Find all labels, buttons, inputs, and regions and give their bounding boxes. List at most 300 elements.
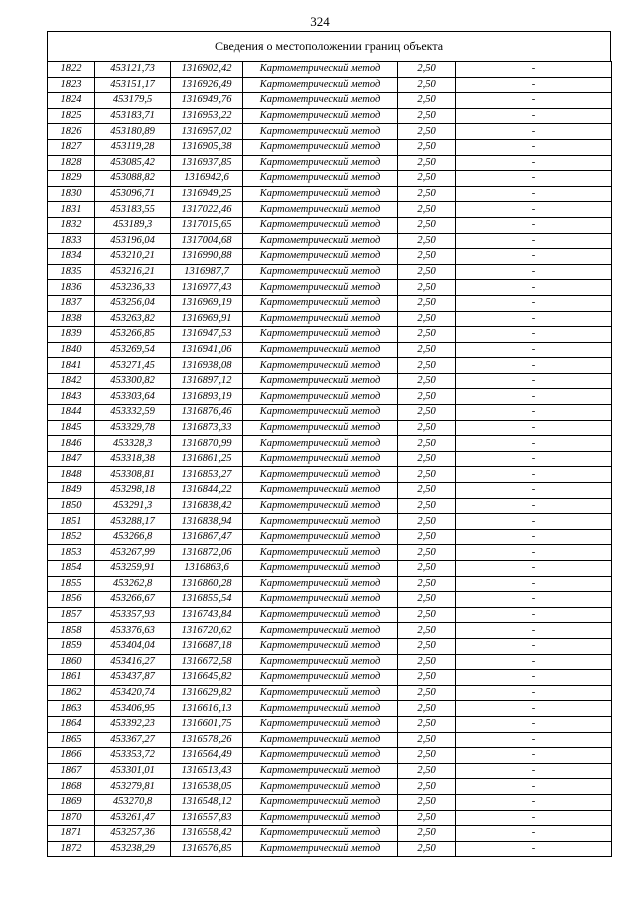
cell-description: - [456, 249, 612, 265]
cell-point-number: 1826 [48, 124, 95, 140]
cell-point-number: 1870 [48, 810, 95, 826]
cell-coord-x: 453196,04 [95, 233, 171, 249]
cell-point-number: 1848 [48, 467, 95, 483]
cell-coord-x: 453279,81 [95, 779, 171, 795]
table-row [48, 217, 612, 233]
cell-description: - [456, 311, 612, 327]
cell-method: Картометрический метод [243, 763, 398, 779]
cell-coord-y: 1316893,19 [171, 389, 243, 405]
cell-point-number: 1836 [48, 280, 95, 296]
cell-description: - [456, 171, 612, 187]
cell-accuracy: 2,50 [398, 841, 456, 857]
cell-accuracy: 2,50 [398, 436, 456, 452]
cell-description: - [456, 826, 612, 842]
table-row [48, 810, 612, 826]
table-row [48, 638, 612, 654]
table-row [48, 654, 612, 670]
cell-point-number: 1855 [48, 576, 95, 592]
cell-coord-y: 1316937,85 [171, 155, 243, 171]
cell-point-number: 1849 [48, 483, 95, 499]
cell-accuracy: 2,50 [398, 93, 456, 109]
table-row [48, 233, 612, 249]
cell-point-number: 1853 [48, 545, 95, 561]
cell-accuracy: 2,50 [398, 264, 456, 280]
cell-coord-x: 453416,27 [95, 654, 171, 670]
cell-coord-y: 1316987,7 [171, 264, 243, 280]
table-row [48, 186, 612, 202]
table-row [48, 748, 612, 764]
cell-coord-x: 453300,82 [95, 373, 171, 389]
cell-accuracy: 2,50 [398, 420, 456, 436]
cell-point-number: 1846 [48, 436, 95, 452]
cell-method: Картометрический метод [243, 217, 398, 233]
table-row [48, 794, 612, 810]
cell-coord-x: 453291,3 [95, 498, 171, 514]
cell-description: - [456, 202, 612, 218]
cell-description: - [456, 716, 612, 732]
cell-coord-y: 1316853,27 [171, 467, 243, 483]
cell-accuracy: 2,50 [398, 685, 456, 701]
cell-description: - [456, 77, 612, 93]
cell-coord-y: 1316645,82 [171, 670, 243, 686]
cell-accuracy: 2,50 [398, 826, 456, 842]
cell-coord-x: 453298,18 [95, 483, 171, 499]
cell-coord-x: 453263,82 [95, 311, 171, 327]
cell-method: Картометрический метод [243, 311, 398, 327]
cell-description: - [456, 295, 612, 311]
cell-description: - [456, 280, 612, 296]
cell-coord-y: 1317004,68 [171, 233, 243, 249]
cell-description: - [456, 654, 612, 670]
table-row [48, 420, 612, 436]
cell-coord-x: 453329,78 [95, 420, 171, 436]
cell-description: - [456, 451, 612, 467]
cell-coord-y: 1316601,75 [171, 716, 243, 732]
cell-coord-y: 1316949,76 [171, 93, 243, 109]
cell-description: - [456, 108, 612, 124]
cell-description: - [456, 186, 612, 202]
cell-method: Картометрический метод [243, 358, 398, 374]
cell-accuracy: 2,50 [398, 451, 456, 467]
cell-description: - [456, 810, 612, 826]
cell-description: - [456, 670, 612, 686]
cell-method: Картометрический метод [243, 498, 398, 514]
table-row [48, 327, 612, 343]
cell-method: Картометрический метод [243, 233, 398, 249]
cell-coord-x: 453266,85 [95, 327, 171, 343]
cell-point-number: 1839 [48, 327, 95, 343]
cell-accuracy: 2,50 [398, 155, 456, 171]
cell-coord-y: 1316969,91 [171, 311, 243, 327]
cell-coord-y: 1316687,18 [171, 638, 243, 654]
table-row [48, 311, 612, 327]
cell-coord-y: 1316838,42 [171, 498, 243, 514]
cell-coord-y: 1316926,49 [171, 77, 243, 93]
cell-method: Картометрический метод [243, 139, 398, 155]
cell-coord-x: 453151,17 [95, 77, 171, 93]
cell-description: - [456, 139, 612, 155]
cell-coord-y: 1316861,25 [171, 451, 243, 467]
cell-coord-y: 1317022,46 [171, 202, 243, 218]
cell-coord-x: 453406,95 [95, 701, 171, 717]
cell-method: Картометрический метод [243, 77, 398, 93]
cell-method: Картометрический метод [243, 295, 398, 311]
cell-accuracy: 2,50 [398, 171, 456, 187]
cell-description: - [456, 841, 612, 857]
table-row [48, 171, 612, 187]
cell-accuracy: 2,50 [398, 529, 456, 545]
cell-description: - [456, 373, 612, 389]
table-row [48, 841, 612, 857]
cell-point-number: 1837 [48, 295, 95, 311]
cell-description: - [456, 217, 612, 233]
cell-method: Картометрический метод [243, 249, 398, 265]
cell-coord-x: 453269,54 [95, 342, 171, 358]
cell-method: Картометрический метод [243, 654, 398, 670]
cell-method: Картометрический метод [243, 467, 398, 483]
cell-coord-y: 1316969,19 [171, 295, 243, 311]
cell-description: - [456, 576, 612, 592]
cell-coord-x: 453257,36 [95, 826, 171, 842]
cell-description: - [456, 483, 612, 499]
cell-coord-x: 453183,71 [95, 108, 171, 124]
cell-accuracy: 2,50 [398, 373, 456, 389]
cell-coord-x: 453332,59 [95, 405, 171, 421]
cell-coord-x: 453216,21 [95, 264, 171, 280]
cell-coord-y: 1316897,12 [171, 373, 243, 389]
cell-point-number: 1835 [48, 264, 95, 280]
cell-point-number: 1854 [48, 561, 95, 577]
cell-coord-y: 1316957,02 [171, 124, 243, 140]
cell-coord-y: 1316855,54 [171, 592, 243, 608]
cell-coord-y: 1316672,58 [171, 654, 243, 670]
cell-point-number: 1857 [48, 607, 95, 623]
cell-point-number: 1864 [48, 716, 95, 732]
cell-description: - [456, 701, 612, 717]
table-title: Сведения о местоположении границ объекта [47, 31, 611, 61]
cell-description: - [456, 233, 612, 249]
cell-coord-x: 453271,45 [95, 358, 171, 374]
cell-description: - [456, 732, 612, 748]
cell-coord-x: 453256,04 [95, 295, 171, 311]
cell-coord-x: 453437,87 [95, 670, 171, 686]
cell-point-number: 1850 [48, 498, 95, 514]
cell-accuracy: 2,50 [398, 202, 456, 218]
cell-point-number: 1831 [48, 202, 95, 218]
cell-point-number: 1865 [48, 732, 95, 748]
coordinates-table [47, 61, 612, 857]
cell-point-number: 1830 [48, 186, 95, 202]
cell-description: - [456, 358, 612, 374]
cell-method: Картометрический метод [243, 124, 398, 140]
cell-method: Картометрический метод [243, 545, 398, 561]
cell-point-number: 1858 [48, 623, 95, 639]
cell-point-number: 1834 [48, 249, 95, 265]
cell-coord-y: 1316838,94 [171, 514, 243, 530]
cell-accuracy: 2,50 [398, 514, 456, 530]
cell-point-number: 1856 [48, 592, 95, 608]
cell-coord-x: 453121,73 [95, 62, 171, 78]
cell-point-number: 1863 [48, 701, 95, 717]
cell-accuracy: 2,50 [398, 638, 456, 654]
page-number: 324 [310, 14, 330, 29]
cell-coord-x: 453392,23 [95, 716, 171, 732]
table-row [48, 436, 612, 452]
table-row [48, 139, 612, 155]
cell-point-number: 1823 [48, 77, 95, 93]
cell-description: - [456, 748, 612, 764]
cell-coord-x: 453238,29 [95, 841, 171, 857]
cell-accuracy: 2,50 [398, 77, 456, 93]
cell-accuracy: 2,50 [398, 592, 456, 608]
cell-coord-y: 1316977,43 [171, 280, 243, 296]
cell-point-number: 1861 [48, 670, 95, 686]
cell-method: Картометрический метод [243, 794, 398, 810]
cell-accuracy: 2,50 [398, 576, 456, 592]
table-row [48, 108, 612, 124]
cell-coord-y: 1316743,84 [171, 607, 243, 623]
cell-method: Картометрический метод [243, 264, 398, 280]
cell-coord-x: 453420,74 [95, 685, 171, 701]
cell-method: Картометрический метод [243, 327, 398, 343]
cell-point-number: 1866 [48, 748, 95, 764]
cell-coord-y: 1316990,88 [171, 249, 243, 265]
table-row [48, 826, 612, 842]
cell-accuracy: 2,50 [398, 327, 456, 343]
cell-description: - [456, 607, 612, 623]
table-row [48, 779, 612, 795]
table-row [48, 77, 612, 93]
cell-coord-x: 453267,99 [95, 545, 171, 561]
cell-description: - [456, 779, 612, 795]
cell-method: Картометрический метод [243, 389, 398, 405]
cell-method: Картометрический метод [243, 607, 398, 623]
cell-method: Картометрический метод [243, 436, 398, 452]
cell-method: Картометрический метод [243, 62, 398, 78]
cell-method: Картометрический метод [243, 342, 398, 358]
cell-coord-y: 1316873,33 [171, 420, 243, 436]
cell-method: Картометрический метод [243, 810, 398, 826]
cell-description: - [456, 514, 612, 530]
cell-description: - [456, 592, 612, 608]
cell-coord-y: 1316576,85 [171, 841, 243, 857]
cell-method: Картометрический метод [243, 514, 398, 530]
cell-coord-y: 1316876,46 [171, 405, 243, 421]
cell-method: Картометрический метод [243, 576, 398, 592]
cell-coord-y: 1316616,13 [171, 701, 243, 717]
cell-accuracy: 2,50 [398, 794, 456, 810]
cell-coord-y: 1316953,22 [171, 108, 243, 124]
cell-point-number: 1843 [48, 389, 95, 405]
cell-point-number: 1852 [48, 529, 95, 545]
cell-description: - [456, 763, 612, 779]
cell-method: Картометрический метод [243, 638, 398, 654]
table-row [48, 342, 612, 358]
cell-coord-y: 1316720,62 [171, 623, 243, 639]
cell-accuracy: 2,50 [398, 389, 456, 405]
table-row [48, 732, 612, 748]
table-row [48, 358, 612, 374]
cell-method: Картометрический метод [243, 716, 398, 732]
cell-coord-y: 1316949,25 [171, 186, 243, 202]
cell-coord-y: 1316902,42 [171, 62, 243, 78]
cell-accuracy: 2,50 [398, 405, 456, 421]
cell-coord-y: 1316942,6 [171, 171, 243, 187]
cell-coord-x: 453180,89 [95, 124, 171, 140]
cell-description: - [456, 264, 612, 280]
cell-description: - [456, 155, 612, 171]
cell-accuracy: 2,50 [398, 483, 456, 499]
cell-coord-y: 1316872,06 [171, 545, 243, 561]
cell-accuracy: 2,50 [398, 561, 456, 577]
cell-method: Картометрический метод [243, 373, 398, 389]
cell-point-number: 1827 [48, 139, 95, 155]
cell-point-number: 1847 [48, 451, 95, 467]
cell-coord-y: 1316564,49 [171, 748, 243, 764]
cell-accuracy: 2,50 [398, 342, 456, 358]
cell-accuracy: 2,50 [398, 467, 456, 483]
cell-description: - [456, 405, 612, 421]
cell-point-number: 1851 [48, 514, 95, 530]
cell-coord-x: 453266,8 [95, 529, 171, 545]
cell-accuracy: 2,50 [398, 62, 456, 78]
cell-coord-x: 453179,5 [95, 93, 171, 109]
table-row [48, 561, 612, 577]
table-row [48, 467, 612, 483]
cell-coord-y: 1316558,42 [171, 826, 243, 842]
cell-coord-x: 453303,64 [95, 389, 171, 405]
cell-accuracy: 2,50 [398, 607, 456, 623]
cell-coord-x: 453376,63 [95, 623, 171, 639]
cell-accuracy: 2,50 [398, 810, 456, 826]
cell-accuracy: 2,50 [398, 217, 456, 233]
cell-coord-y: 1316548,12 [171, 794, 243, 810]
cell-coord-x: 453261,47 [95, 810, 171, 826]
cell-accuracy: 2,50 [398, 124, 456, 140]
cell-description: - [456, 638, 612, 654]
cell-coord-x: 453367,27 [95, 732, 171, 748]
cell-accuracy: 2,50 [398, 108, 456, 124]
table-row [48, 545, 612, 561]
cell-description: - [456, 124, 612, 140]
cell-accuracy: 2,50 [398, 779, 456, 795]
cell-coord-y: 1317015,65 [171, 217, 243, 233]
cell-description: - [456, 794, 612, 810]
cell-accuracy: 2,50 [398, 295, 456, 311]
cell-method: Картометрический метод [243, 732, 398, 748]
table-row [48, 498, 612, 514]
cell-coord-x: 453353,72 [95, 748, 171, 764]
coordinates-table-body [48, 62, 612, 857]
cell-accuracy: 2,50 [398, 280, 456, 296]
cell-description: - [456, 685, 612, 701]
cell-method: Картометрический метод [243, 171, 398, 187]
table-row [48, 124, 612, 140]
table-row [48, 373, 612, 389]
cell-coord-x: 453308,81 [95, 467, 171, 483]
table-row [48, 576, 612, 592]
table-row [48, 264, 612, 280]
cell-accuracy: 2,50 [398, 701, 456, 717]
cell-method: Картометрический метод [243, 841, 398, 857]
table-row [48, 295, 612, 311]
cell-method: Картометрический метод [243, 155, 398, 171]
cell-point-number: 1867 [48, 763, 95, 779]
table-row [48, 685, 612, 701]
cell-coord-y: 1316538,05 [171, 779, 243, 795]
cell-point-number: 1822 [48, 62, 95, 78]
cell-point-number: 1871 [48, 826, 95, 842]
cell-coord-y: 1316863,6 [171, 561, 243, 577]
cell-coord-y: 1316867,47 [171, 529, 243, 545]
cell-accuracy: 2,50 [398, 186, 456, 202]
cell-coord-x: 453210,21 [95, 249, 171, 265]
cell-point-number: 1838 [48, 311, 95, 327]
cell-coord-x: 453404,04 [95, 638, 171, 654]
cell-coord-x: 453262,8 [95, 576, 171, 592]
cell-point-number: 1832 [48, 217, 95, 233]
cell-accuracy: 2,50 [398, 748, 456, 764]
cell-description: - [456, 62, 612, 78]
cell-coord-y: 1316578,26 [171, 732, 243, 748]
cell-accuracy: 2,50 [398, 732, 456, 748]
table-row [48, 202, 612, 218]
cell-method: Картометрический метод [243, 779, 398, 795]
table-row [48, 529, 612, 545]
cell-method: Картометрический метод [243, 701, 398, 717]
cell-point-number: 1840 [48, 342, 95, 358]
cell-point-number: 1859 [48, 638, 95, 654]
cell-method: Картометрический метод [243, 826, 398, 842]
cell-point-number: 1825 [48, 108, 95, 124]
cell-description: - [456, 545, 612, 561]
cell-coord-x: 453189,3 [95, 217, 171, 233]
cell-accuracy: 2,50 [398, 623, 456, 639]
cell-method: Картометрический метод [243, 280, 398, 296]
table-row [48, 280, 612, 296]
table-row [48, 62, 612, 78]
cell-description: - [456, 623, 612, 639]
cell-accuracy: 2,50 [398, 233, 456, 249]
cell-point-number: 1824 [48, 93, 95, 109]
table-row [48, 716, 612, 732]
table-row [48, 514, 612, 530]
cell-description: - [456, 467, 612, 483]
cell-coord-x: 453096,71 [95, 186, 171, 202]
cell-point-number: 1868 [48, 779, 95, 795]
cell-method: Картометрический метод [243, 186, 398, 202]
cell-coord-y: 1316870,99 [171, 436, 243, 452]
cell-accuracy: 2,50 [398, 545, 456, 561]
cell-point-number: 1828 [48, 155, 95, 171]
table-row [48, 701, 612, 717]
cell-coord-x: 453270,8 [95, 794, 171, 810]
cell-point-number: 1829 [48, 171, 95, 187]
cell-description: - [456, 93, 612, 109]
cell-method: Картометрический метод [243, 670, 398, 686]
cell-accuracy: 2,50 [398, 654, 456, 670]
cell-coord-x: 453288,17 [95, 514, 171, 530]
boundary-sheet [47, 31, 611, 857]
cell-method: Картометрический метод [243, 108, 398, 124]
cell-description: - [456, 436, 612, 452]
table-row [48, 763, 612, 779]
cell-method: Картометрический метод [243, 420, 398, 436]
cell-method: Картометрический метод [243, 93, 398, 109]
cell-method: Картометрический метод [243, 592, 398, 608]
cell-coord-x: 453183,55 [95, 202, 171, 218]
cell-coord-y: 1316629,82 [171, 685, 243, 701]
